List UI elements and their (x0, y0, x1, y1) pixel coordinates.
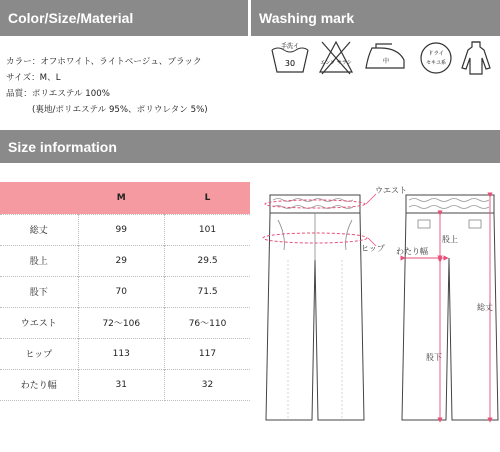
size-information-title: Size information (8, 138, 117, 155)
row-label: ヒップ (0, 338, 78, 369)
iron-label: 中 (382, 58, 390, 65)
cell-l: 71.5 (165, 276, 250, 307)
cell-l: 32 (165, 369, 250, 400)
washing-icons (268, 38, 496, 78)
size-table-header-m: M (78, 182, 165, 214)
rise-label: 股上 (442, 235, 458, 244)
cell-l: 117 (165, 338, 250, 369)
size-line: サイズ：M、L (6, 73, 61, 83)
size-information-header (0, 130, 500, 163)
cell-m: 31 (78, 369, 165, 400)
row-label: 総丈 (0, 214, 78, 245)
quality-line: 品質：ポリエステル 100% (6, 89, 110, 99)
cell-l: 76～110 (165, 307, 250, 338)
waist-label: ウエスト (375, 186, 407, 195)
material-info (6, 54, 251, 118)
size-table (0, 182, 250, 401)
iron-medium-icon (366, 44, 404, 68)
cell-m: 29 (78, 245, 165, 276)
total-length-label: 総丈 (477, 303, 493, 312)
lining-line: (裏地/ポリエステル 95%、ポリウレタン 5%) (32, 105, 208, 115)
table-row (0, 338, 250, 369)
color-line: カラー：オフホワイト、ライトベージュ、ブラック (6, 57, 202, 67)
cell-m: 113 (78, 338, 165, 369)
row-label: ウエスト (0, 307, 78, 338)
waist-measure-line (265, 186, 407, 208)
cell-m: 70 (78, 276, 165, 307)
cell-m: 99 (78, 214, 165, 245)
size-table-header-empty (0, 182, 78, 214)
washing-mark-title: Washing mark (259, 10, 355, 26)
dry-clean-icon (421, 43, 451, 73)
cell-l: 29.5 (165, 245, 250, 276)
table-row (0, 307, 250, 338)
washing-mark-header (251, 0, 500, 36)
table-row (0, 245, 250, 276)
rise-measure-line (440, 213, 458, 258)
total-length-measure-line (477, 195, 493, 420)
row-label: 股下 (0, 276, 78, 307)
hip-measure-line (263, 233, 385, 253)
inseam-measure-line (426, 260, 442, 420)
cell-m: 72～106 (78, 307, 165, 338)
inseam-label: 股下 (426, 353, 442, 362)
hip-label: ヒップ (361, 244, 385, 253)
thigh-label: わたり幅 (396, 247, 428, 256)
dry-clean-label: ドライ (427, 51, 445, 57)
table-row (0, 276, 250, 307)
color-size-material-title: Color/Size/Material (8, 10, 134, 26)
size-table-header-l: L (165, 182, 250, 214)
dry-clean-sublabel: セキユ系 (425, 60, 447, 66)
table-row (0, 369, 250, 400)
hand-wash-30-icon (272, 42, 308, 72)
pants-measurement-diagram (258, 180, 500, 452)
no-bleach-label: エンソ サラシ (320, 60, 352, 66)
hand-wash-label: 手洗イ (280, 43, 300, 50)
table-row (0, 214, 250, 245)
front-pants-outline (266, 195, 364, 420)
row-label: 股上 (0, 245, 78, 276)
thigh-measure-line (396, 246, 446, 258)
row-label: わたり幅 (0, 369, 78, 400)
no-bleach-icon (320, 42, 352, 74)
color-size-material-header (0, 0, 248, 36)
cell-l: 101 (165, 214, 250, 245)
hand-wash-temp: 30 (284, 59, 296, 68)
size-table-header-row (0, 182, 250, 214)
hang-dry-icon (462, 42, 490, 74)
